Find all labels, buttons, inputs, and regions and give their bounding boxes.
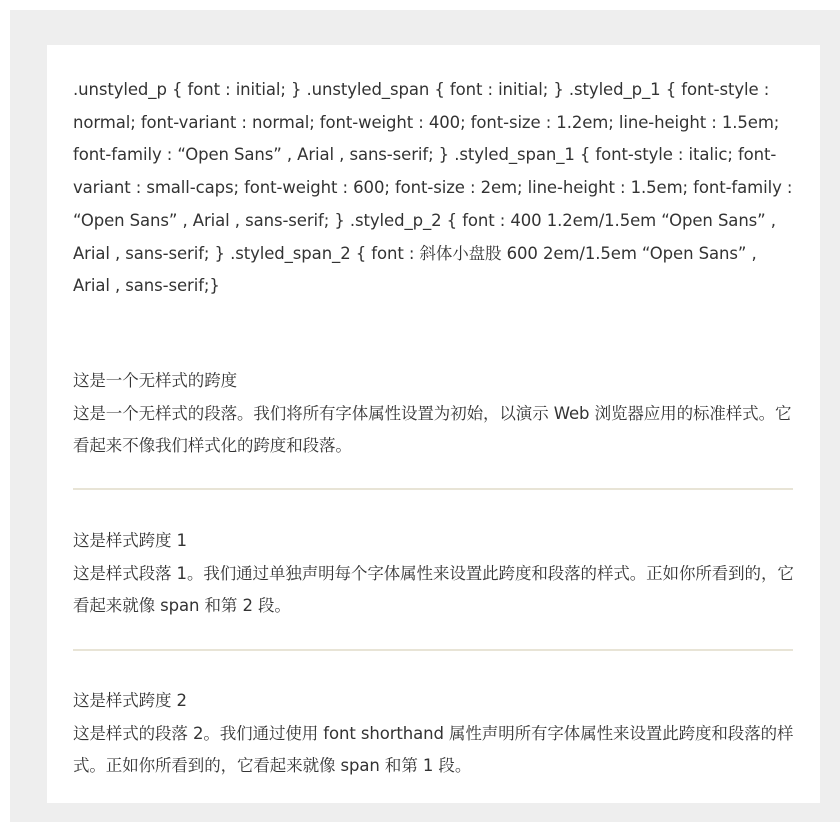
section-divider xyxy=(73,488,793,490)
styled-span-1: 这是样式跨度 1 xyxy=(73,531,187,550)
unstyled-span: 这是一个无样式的跨度 xyxy=(73,371,238,390)
styled-span-2: 这是样式跨度 2 xyxy=(73,691,187,710)
section-divider xyxy=(73,649,793,651)
css-code-block: .unstyled_p { font : initial; } .unstyled_span { font : initial; } .styled_p_1 { font-style : normal; font-variant : normal; font-weight : 400; font-size : 1.2em; line-height : 1.5em; font-family : “Open Sans” , Arial , sans-serif; } .styled_span_1 { font-style : italic; font-variant : small-caps; font-weight : 600; font-size : 2em; line-height : 1.5em; font-family : “Open Sans” , Arial , sans-serif; } .styled_p_2 { font : 400 1.2em/1.5em “Open Sans” , Arial , sans-serif; } .styled_span_2 { font : 斜体小盘股 600 2em/1.5em “Open Sans” , Arial , sans-serif;} xyxy=(73,80,793,296)
unstyled-paragraph: 这是一个无样式的段落。我们将所有字体属性设置为初始，以演示 Web 浏览器应用的标准样式。它看起来不像我们样式化的跨度和段落。 xyxy=(73,403,792,456)
unstyled-section xyxy=(73,365,797,463)
styled-paragraph-2: 这是样式的段落 2。我们通过使用 font shorthand 属性声明所有字体属性来设置此跨度和段落的样式。正如你所看到的，它看起来就像 span 和第 1 段。 xyxy=(73,723,794,776)
page-frame xyxy=(10,10,840,822)
styled-section-2 xyxy=(73,685,797,783)
styled-section-1 xyxy=(73,525,797,623)
content-card xyxy=(47,45,820,803)
styled-paragraph-1: 这是样式段落 1。我们通过单独声明每个字体属性来设置此跨度和段落的样式。正如你所看到的，它看起来就像 span 和第 2 段。 xyxy=(73,563,794,616)
